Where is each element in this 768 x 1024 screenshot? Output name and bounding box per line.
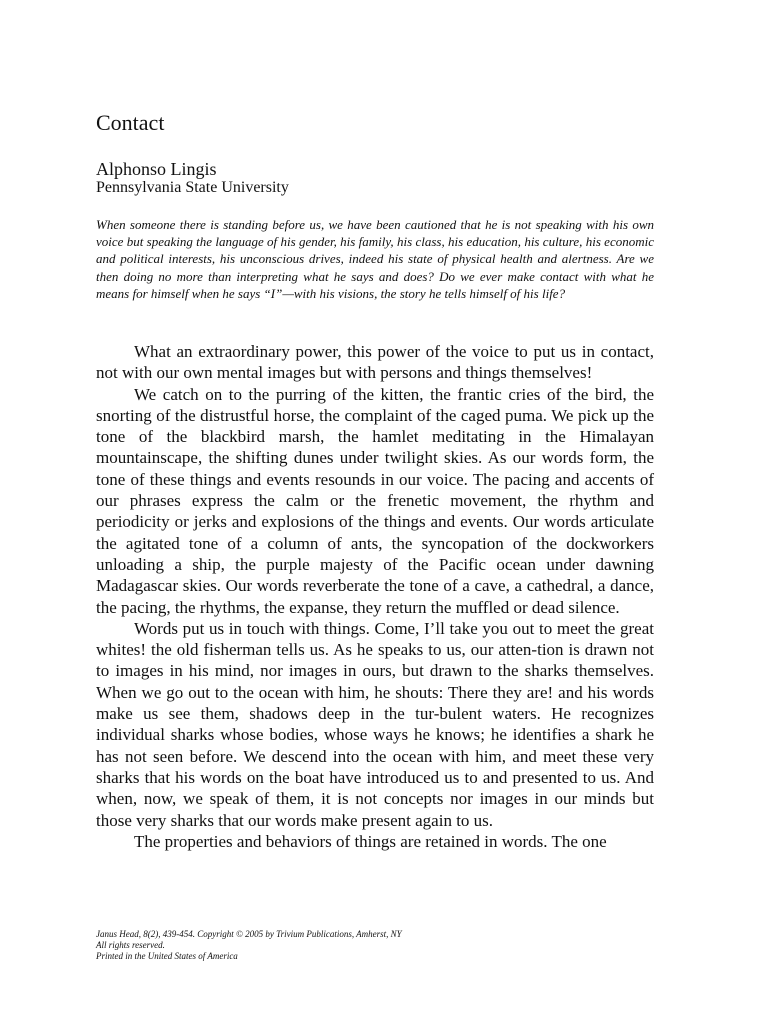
footer-printed: Printed in the United States of America [96, 951, 238, 961]
body-paragraph-3: Words put us in touch with things. Come, I’ll take you out to meet the great whites! the old fisherman tells us. As he speaks to us, our atten-tion is drawn not to images in his mind, nor images in ours, but drawn to the sharks themselves. When we go out to the ocean with him, he shouts: There they are! and his words make us see them, shadows deep in the tur-bulent waters. He recognizes individual sharks whose bodies, whose ways he knows; he identifies a shark he has not seen before. We descend into the ocean with him, and meet these very sharks that his words on the boat have introduced us to and presented to us. And when, now, we speak of them, it is not concepts nor images in our minds but those very sharks that our words make present again to us. [96, 618, 654, 830]
page-footer [96, 929, 402, 962]
footer-citation: Janus Head, 8(2), 439-454. Copyright © 2005 by Trivium Publications, Amherst, NY [96, 929, 402, 939]
article-body [96, 341, 654, 852]
article-title: Contact [96, 110, 165, 135]
abstract: When someone there is standing before us, we have been cautioned that he is not speaking with his own voice but speaking the language of his gender, his family, his class, his education, his culture, his economic and political interests, his unconscious drives, indeed his state of physical health and alertness. Are we then doing no more than interpreting what he says and does? Do we ever make contact with what he means for himself when he says “I”—with his visions, the story he tells himself of his life? [96, 217, 654, 301]
body-paragraph-1: What an extraordinary power, this power of the voice to put us in contact, not with our own mental images but with persons and things themselves! [96, 342, 654, 383]
author-name: Alphonso Lingis [96, 159, 217, 179]
footer-rights: All rights reserved. [96, 940, 165, 950]
author-affiliation: Pennsylvania State University [96, 179, 289, 196]
body-paragraph-2: We catch on to the purring of the kitten, the frantic cries of the bird, the snorting of the distrustful horse, the complaint of the caged puma. We pick up the tone of the blackbird marsh, the hamlet meditating in the Himalayan mountainscape, the shifting dunes under twilight skies. As our words form, the tone of these things and events resounds in our voice. The pacing and accents of our phrases express the calm or the frenetic movement, the rhythm and periodicity or jerks and explosions of the things and events. Our words articulate the agitated tone of a column of ants, the syncopation of the dockworkers unloading a ship, the purple majesty of the Pacific ocean under dawning Madagascar skies. Our words reverberate the tone of a cave, a cathedral, a dance, the pacing, the rhythms, the expanse, they return the muffled or dead silence. [96, 384, 654, 617]
body-paragraph-4: The properties and behaviors of things are retained in words. The one [134, 831, 607, 851]
